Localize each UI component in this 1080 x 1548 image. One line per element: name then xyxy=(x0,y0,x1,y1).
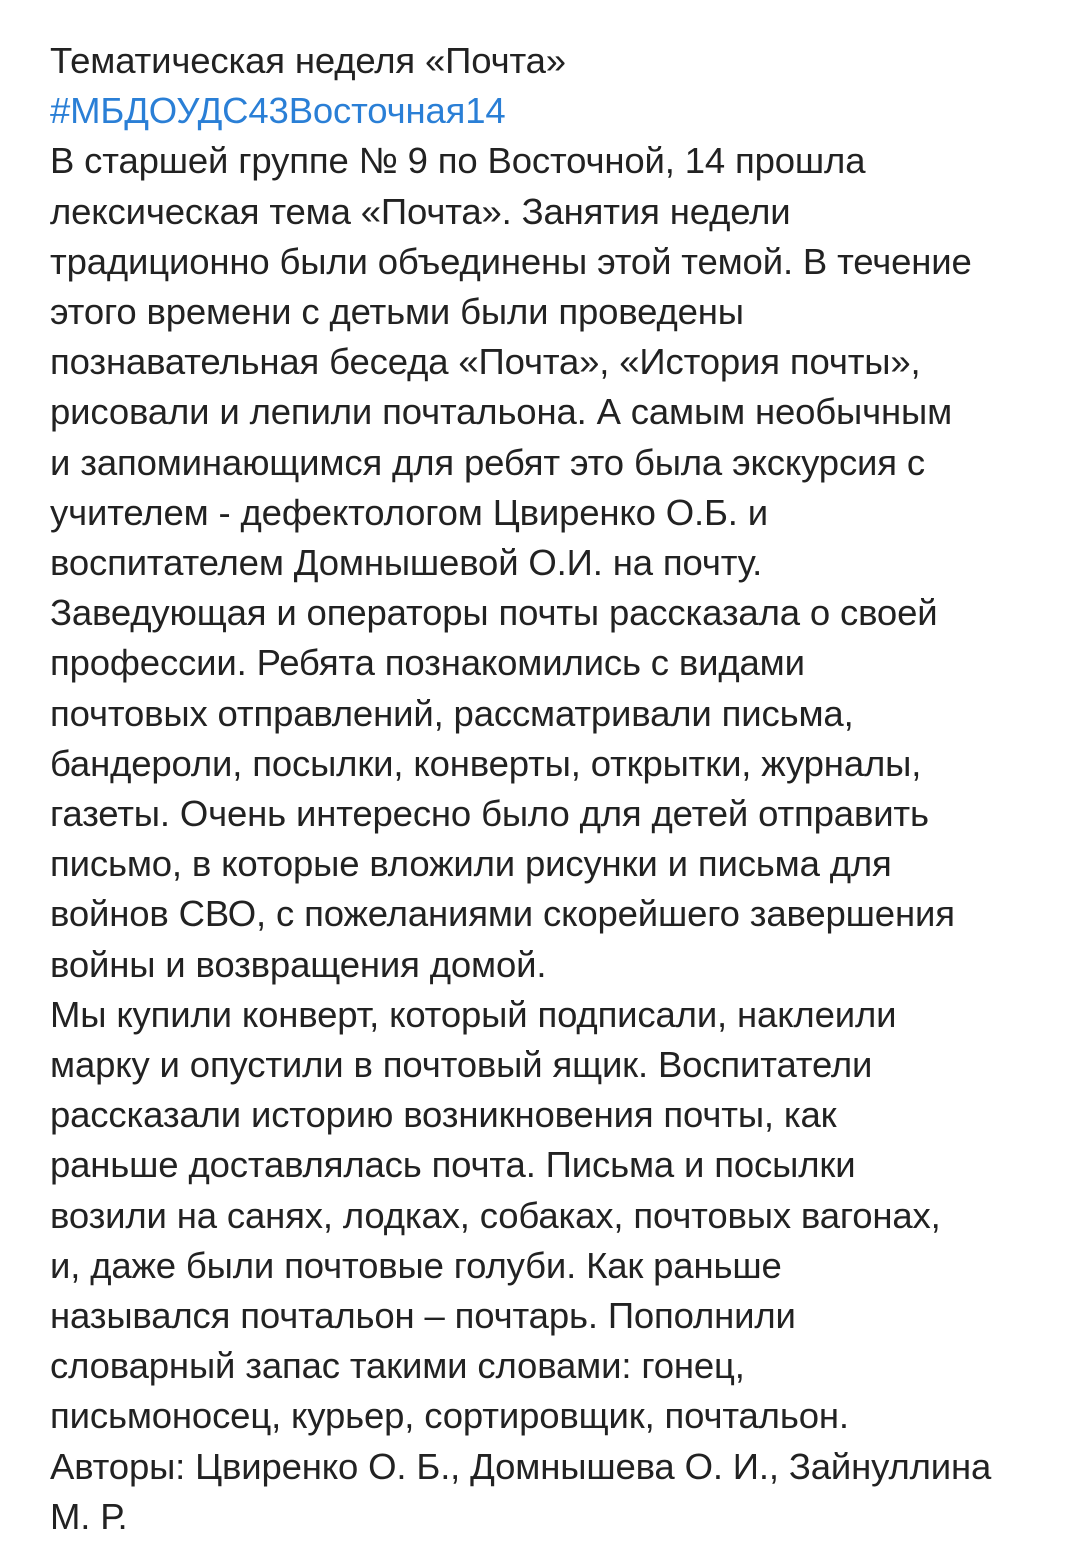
post-text-line: лексическая тема «Почта». Занятия недели xyxy=(50,190,791,232)
post-title: Тематическая неделя «Почта» xyxy=(50,40,566,81)
post-body xyxy=(50,36,1040,1542)
post-text-line: письмоносец, курьер, сортировщик, почтальон. xyxy=(50,1395,849,1437)
hashtag-link[interactable]: #МБДОУДС43Восточная14 xyxy=(50,90,506,132)
post-text-line: В старшей группе № 9 по Восточной, 14 прошла xyxy=(50,140,866,182)
post-text-line: традиционно были объединены этой темой. В течение xyxy=(50,240,972,282)
post-text-line: раньше доставлялась почта. Письма и посылки xyxy=(50,1144,856,1186)
post-text-line: профессии. Ребята познакомились с видами xyxy=(50,642,805,684)
post-text-line: назывался почтальон – почтарь. Пополнили xyxy=(50,1295,796,1337)
post-text-line: письмо, в которые вложили рисунки и письма для xyxy=(50,843,892,885)
post-text-line: Заведующая и операторы почты рассказала о своей xyxy=(50,592,938,634)
post-text-line: почтовых отправлений, рассматривали письма, xyxy=(50,692,854,734)
post-text-line: газеты. Очень интересно было для детей отправить xyxy=(50,793,929,835)
post-text-line: воспитателем Домнышевой О.И. на почту. xyxy=(50,542,763,584)
post-text-line: рассказали историю возникновения почты, как xyxy=(50,1094,837,1136)
post-text-line: Мы купили конверт, который подписали, наклеили xyxy=(50,993,897,1035)
post-text-line: возили на санях, лодках, собаках, почтовых вагонах, xyxy=(50,1194,941,1236)
post-text-line: М. Р. xyxy=(50,1495,128,1537)
post-text-line: войнов СВО, с пожеланиями скорейшего завершения xyxy=(50,893,955,935)
post-text-line: словарный запас такими словами: гонец, xyxy=(50,1345,745,1387)
post-text-line: познавательная беседа «Почта», «История почты», xyxy=(50,341,921,383)
post-text-line: Авторы: Цвиренко О. Б., Домнышева О. И., Зайнуллина xyxy=(50,1445,992,1487)
post-text-line: этого времени с детьми были проведены xyxy=(50,291,744,333)
post-text-line: и запоминающимся для ребят это была экскурсия с xyxy=(50,441,925,483)
post-text-line: бандероли, посылки, конверты, открытки, журналы, xyxy=(50,742,922,784)
post-text-line: рисовали и лепили почтальона. А самым необычным xyxy=(50,391,953,433)
post-text-line: марку и опустили в почтовый ящик. Воспитатели xyxy=(50,1044,873,1086)
post-text-line: и, даже были почтовые голуби. Как раньше xyxy=(50,1244,782,1286)
post-text-line: учителем - дефектологом Цвиренко О.Б. и xyxy=(50,491,769,533)
post-text-line: войны и возвращения домой. xyxy=(50,943,547,985)
